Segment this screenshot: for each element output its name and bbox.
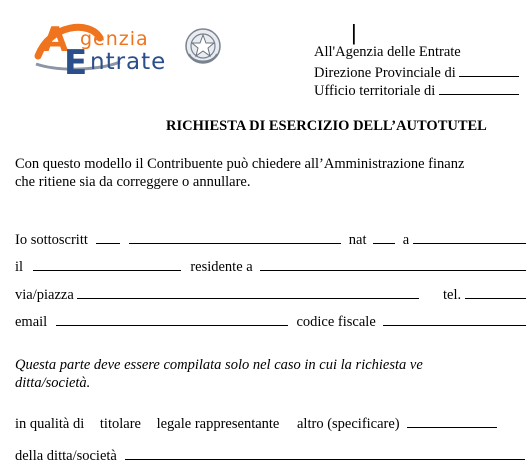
label-email: email [15,314,48,330]
company-name-field[interactable] [125,446,525,460]
text-cursor: | [351,20,357,45]
italian-republic-emblem-icon [183,26,223,68]
label-in-qualita-di: in qualità di [15,416,85,432]
logo-text-entrate: ntrate [90,49,167,75]
form-row-birth [15,257,526,276]
email-field[interactable] [56,312,288,326]
form-row-name [15,230,526,249]
page-title: RICHIESTA DI ESERCIZIO DELL’AUTOTUTEL [166,118,487,134]
birth-date-field[interactable] [33,257,181,271]
intro-line-1: Con questo modello il Contribuente può chiedere all’Amministrazione finanz [15,156,465,172]
option-legale-rappresentante[interactable]: legale rappresentante [156,416,280,432]
label-tel: tel. [443,287,462,303]
note-line-1: Questa parte deve essere compilata solo nel caso in cui la richiesta ve [15,357,423,373]
option-altro[interactable]: altro (specificare) [297,416,400,432]
nat-suffix-field[interactable] [373,230,395,244]
form-row-address [15,285,526,304]
label-nat: nat [348,232,367,248]
form-row-email [15,312,526,331]
gender-suffix-field[interactable] [96,230,120,244]
form-row-company [15,446,525,465]
label-a: a [402,232,410,248]
full-name-field[interactable] [129,230,341,244]
addressee-line-1: All'Agenzia delle Entrate [314,44,461,60]
provincial-office-field[interactable] [459,63,519,77]
logo-letter-a: A [42,20,69,60]
phone-field[interactable] [465,285,526,299]
label-il: il [15,259,24,275]
residence-city-field[interactable] [260,257,526,271]
label-codice-fiscale: codice fiscale [296,314,376,330]
label-io-sottoscritt: Io sottoscritt [15,232,88,248]
option-titolare[interactable]: titolare [99,416,141,432]
intro-line-2: che ritiene sia da correggere o annullare. [15,174,251,190]
street-field[interactable] [77,285,419,299]
birthplace-field[interactable] [413,230,526,244]
label-via-piazza: via/piazza [15,287,74,303]
logo-text-agenzia: genzia [80,28,149,50]
label-della-ditta: della ditta/società [15,448,117,464]
territorial-office-field[interactable] [439,81,519,95]
label-residente-a: residente a [190,259,253,275]
other-role-field[interactable] [407,414,497,428]
form-row-role [15,414,497,433]
addressee-line-3: Ufficio territoriale di [314,81,519,100]
note-line-2: ditta/società. [15,375,91,391]
addressee-line-2: Direzione Provinciale di [314,63,519,82]
tax-code-field[interactable] [383,312,526,326]
logo-letter-e: E [64,43,88,83]
